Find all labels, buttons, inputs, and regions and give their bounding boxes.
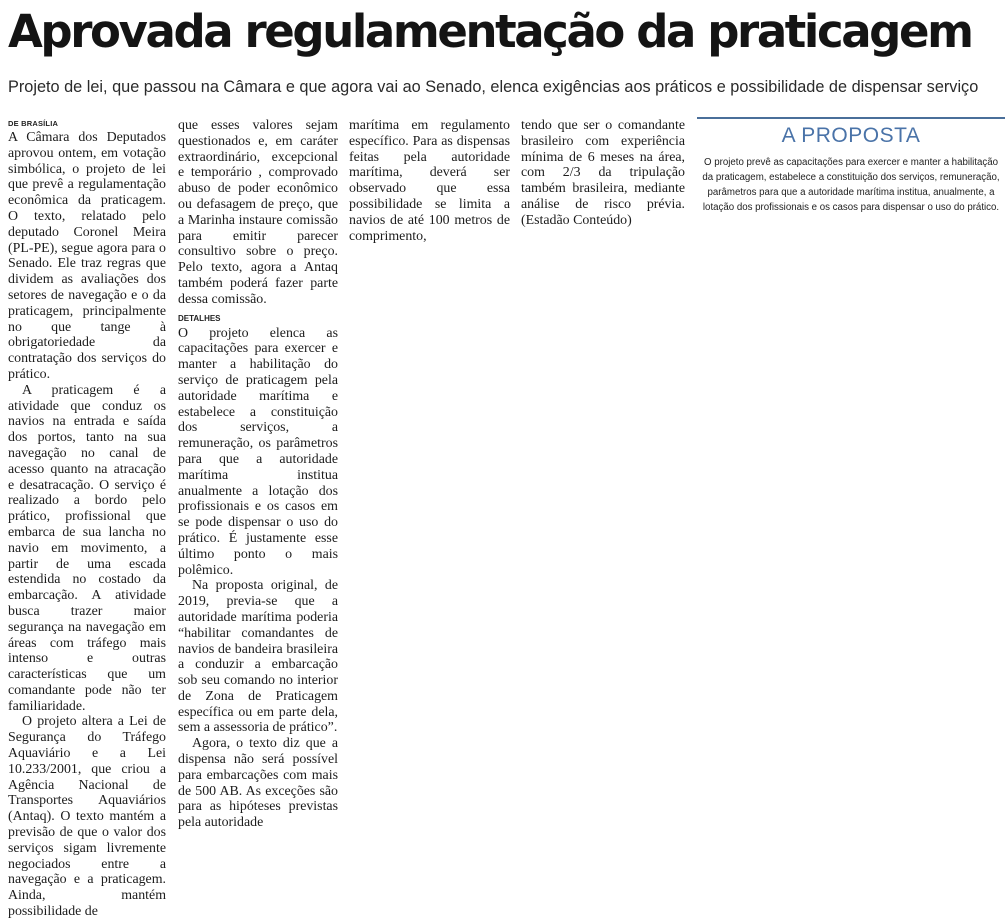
- section-label-detalhes: DETALHES: [178, 313, 221, 323]
- article-paragraph: A Câmara dos Deputados aprovou ontem, em votação simbólica, o projeto de lei que prevê a regulamentação econômica da praticagem. O texto, relatado pelo deputado Coronel Meira (PL-PE), segue agora para o Senado. Ele traz regras que dividem as avaliações dos setores de navegação e o da praticagem, principalmente no que tange à obrigatoriedade da contratação dos serviços do prático.: [8, 130, 166, 382]
- article-paragraph: marítima em regulamento específico. Para as dispensas feitas pela autoridade marítima, deverá ser observado que essa possibilidade se limita a navios de até 100 metros de comprimento,: [349, 118, 510, 244]
- article-paragraph: Na proposta original, de 2019, previa-se que a autoridade marítima poderia “habilitar comandantes de navios de bandeira brasileira a conduzir a embarcação sob seu comando no interior de Zona de Praticagem específica ou em parte dela, sem a assessoria de prático”.: [178, 578, 338, 736]
- article-column-4: [521, 118, 685, 238]
- headline: Aprovada regulamentação da praticagem: [8, 5, 972, 58]
- article-paragraph: que esses valores sejam questionados e, em caráter extraordinário, excepcional e temporário , comprovado abuso de poder econômico ou defasagem de preço, que a Marinha instaure comissão para emitir parecer consultivo sobre o preço. Pelo texto, agora a Antaq também poderá fazer parte dessa comissão.: [178, 118, 338, 307]
- subheadline: Projeto de lei, que passou na Câmara e que agora vai ao Senado, elenca exigências aos práticos e possibilidade de dispensar serviço: [8, 78, 979, 96]
- article-paragraph: O projeto elenca as capacitações para exercer e manter a habilitação do serviço de praticagem pela autoridade marítima e estabelece a constituição dos serviços, a remuneração, os parâmetros para que a autoridade marítima institua anualmente a lotação dos profissionais e os casos em se pode dispensar o uso do prático. É justamente esse último ponto o mais polêmico.: [178, 325, 338, 578]
- article-paragraph: O projeto altera a Lei de Segurança do Tráfego Aquaviário e a Lei 10.233/2001, que criou a Agência Nacional de Transportes Aquaviários (Antaq). O texto mantém a previsão de que o valor dos serviços sigam livremente negociados entre a navegação e a praticagem. Ainda, mantém possibilidade de: [8, 714, 166, 920]
- sidebar-title: A PROPOSTA: [781, 124, 921, 147]
- sidebar-box: [697, 117, 1005, 215]
- dateline: DE BRASÍLIA: [8, 119, 59, 128]
- article-column-2: [178, 118, 338, 831]
- article-column-1: [8, 118, 166, 920]
- article-paragraph: tendo que ser o comandante brasileiro com experiência mínima de 6 meses na área, com 2/3 da tripulação também brasileira, mediante análise de risco prévia. (Estadão Conteúdo): [521, 118, 685, 228]
- sidebar-body: O projeto prevê as capacitações para exercer e manter a habilitação da praticagem, estabelece a constituição dos serviços, remuneração, parâmetros para que a autoridade marítima institua, anualmente, a lotação dos profissionais e os casos para dispensar o uso do prático.: [702, 157, 1000, 213]
- article-paragraph: Agora, o texto diz que a dispensa não será possível para embarcações com mais de 500 AB. As exceções são para as hipóteses previstas pela autoridade: [178, 736, 338, 831]
- article-column-3: [349, 118, 510, 244]
- article-paragraph: A praticagem é a atividade que conduz os navios na entrada e saída dos portos, tanto na sua navegação no canal de acesso quanto na atracação e desatracação. O serviço é realizado a bordo pelo prático, profissional que embarca de sua lancha no navio em movimento, a partir de uma escada estendida no costado da embarcação. A atividade busca trazer maior segurança na navegação em áreas com tráfego mais intenso e outras características que um comandante pode não ter familiaridade.: [8, 382, 166, 714]
